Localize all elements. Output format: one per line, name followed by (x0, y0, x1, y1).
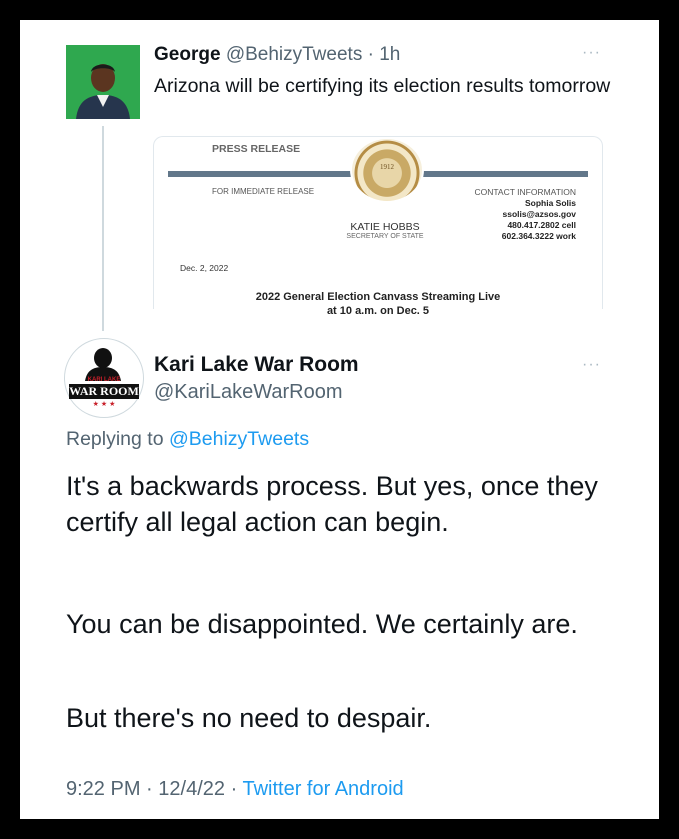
contact-cell: 480.417.2802 cell (507, 220, 576, 230)
war-room-avatar[interactable] (64, 338, 144, 418)
contact-email: ssolis@azsos.gov (502, 209, 576, 219)
replying-to-line (66, 428, 309, 451)
tweet2-paragraph-1: It's a backwards process. But yes, once they certify all legal action can begin. (66, 471, 598, 537)
contact-block (474, 187, 576, 242)
tweet2-paragraph-3: But there's no need to despair. (66, 703, 432, 733)
tweet1-handle[interactable]: @BehizyTweets (225, 44, 363, 65)
thread-connector-line (102, 126, 104, 331)
tweet1-more-icon[interactable]: ··· (582, 44, 601, 61)
tweet2-separator-2: · (230, 778, 238, 800)
tweet-screenshot-card (20, 20, 659, 819)
war-room-stars: ★ ★ ★ (92, 401, 116, 408)
press-release-headline-2: at 10 a.m. on Dec. 5 (326, 305, 430, 317)
tweet2-more-icon[interactable]: ··· (582, 356, 601, 373)
replying-to-link[interactable]: @BehizyTweets (168, 428, 310, 450)
contact-work: 602.364.3222 work (501, 231, 576, 241)
tweet1-time[interactable]: 1h (379, 44, 401, 65)
press-release-image[interactable] (153, 136, 603, 317)
tweet1-author-name[interactable]: George (154, 44, 221, 65)
tweet1-separator: · (367, 44, 374, 65)
contact-header: CONTACT INFORMATION (474, 187, 576, 197)
tweet2-source-link[interactable]: Twitter for Android (242, 778, 404, 800)
tweet1-text: Arizona will be certifying its election results tomorrow (154, 75, 611, 97)
official-name: KATIE HOBBS (350, 221, 420, 233)
contact-name: Sophia Solis (524, 198, 576, 208)
person-silhouette-icon (66, 45, 140, 119)
replying-to-prefix: Replying to (66, 428, 164, 450)
war-room-badge-top: KARI LAKE (87, 377, 121, 383)
immediate-release-label: FOR IMMEDIATE RELEASE (212, 187, 315, 196)
arizona-seal-icon (350, 137, 424, 203)
seal-year: 1912 (380, 163, 394, 171)
tweet2-paragraph-2: You can be disappointed. We certainly are. (66, 609, 578, 639)
tweet1-header (154, 44, 400, 66)
tweet2-author-name[interactable]: Kari Lake War Room (154, 353, 359, 376)
tweet2-separator-1: · (146, 778, 153, 800)
tweet2-handle[interactable]: @KariLakeWarRoom (154, 381, 343, 403)
george-avatar[interactable] (66, 45, 140, 119)
official-title: SECRETARY OF STATE (346, 233, 424, 240)
war-room-badge: WAR ROOM (69, 384, 139, 398)
tweet2-metadata (66, 778, 404, 801)
tweet2-time[interactable]: 9:22 PM (66, 778, 141, 800)
press-release-header: PRESS RELEASE (212, 143, 301, 155)
press-release-headline-1: 2022 General Election Canvass Streaming Live (255, 291, 501, 303)
tweet2-date[interactable]: 12/4/22 (158, 778, 226, 800)
press-release-date: Dec. 2, 2022 (180, 263, 229, 273)
